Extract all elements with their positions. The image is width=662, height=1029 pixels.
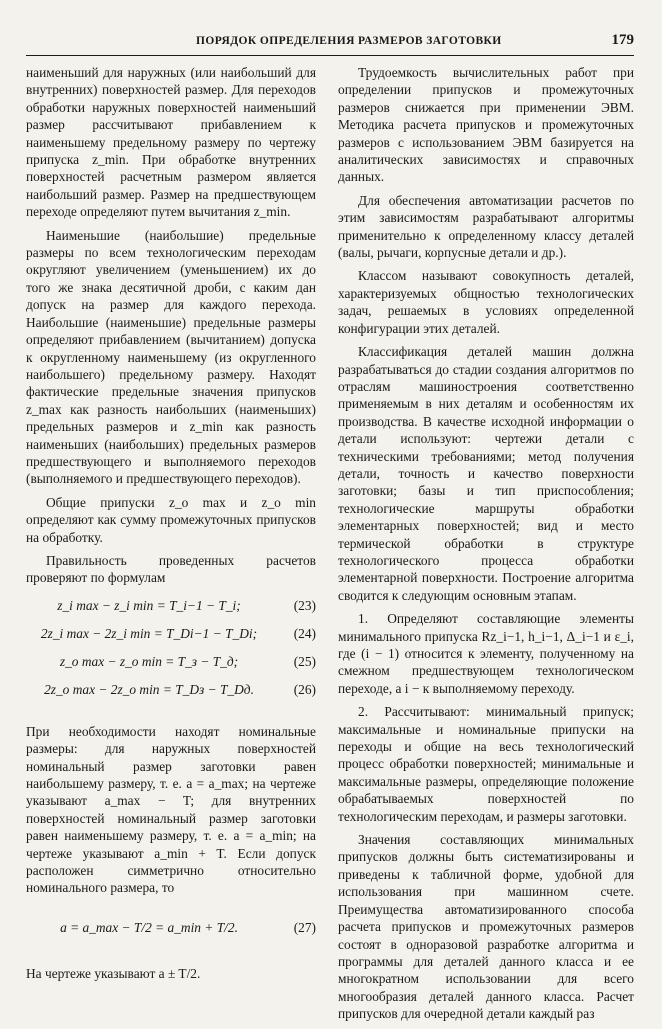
equation-expression: a = a_max − T/2 = a_min + T/2. bbox=[60, 919, 238, 935]
equation-expression: z_o max − z_o min = T_з − T_д; bbox=[59, 653, 239, 669]
paragraph: Наименьшие (наибольшие) предельные размеры по всем технологическим переходам округляют увеличением (уменьшением) их до того же знака десятичной дроби, с каким дан допуск на размер для каждого перехода. Наибольшие (наименьшие) предельные размеры определяют прибавлением (вычитанием) допуска к округленному наименьшему (из округленного наибольшего) предельному размеру. Находят фактические предельные значения припусков z_max как разность наибольших (наименьших) предельных размеров и z_min как разность наименьших (наибольших) предельных размеров предшествующего и выполняемого переходов (выполняемого и предшествующего переходов). bbox=[26, 227, 316, 487]
paragraph: На чертеже указывают a ± T/2. bbox=[26, 965, 201, 981]
paragraph: Общие припуски z_o max и z_o min определяют как сумму промежуточных припусков на обработку. bbox=[26, 494, 316, 545]
paragraph: Классификация деталей машин должна разрабатываться до стадии создания алгоритмов по отраслям машиностроения соответственно применяемым в них деталям и особенностям их производства. В качестве исходной информации о детали используют: чертежи детали с техническими требованиями; метод получения детали, точность и качество поверхности заготовки; базы и тип приспособления; технологические маршруты обработки элементарных поверхностей; вид и место термической обработки в структуре технологического процесса обработки элементарной поверхности. Построение алгоритма сводится к следующим основным этапам. bbox=[338, 344, 634, 603]
running-head-title: ПОРЯДОК ОПРЕДЕЛЕНИЯ РАЗМЕРОВ ЗАГОТОВКИ bbox=[196, 35, 502, 47]
paragraph: При необходимости находят номинальные размеры: для наружных поверхностей номинальный размер заготовки равен наибольшему размеру, т. е. a = a_max; на чертеже указывают a_max − T; для внутренних поверхностей номинальный размер заготовки равен наименьшему размеру, т. е. a = a_min; на чертеже указывают a_min + T. Если допуск расположен симметрично относительно номинального размера, то bbox=[26, 723, 316, 896]
header-rule bbox=[26, 55, 634, 56]
paragraph: Для обеспечения автоматизации расчетов по этим зависимостям разрабатывают алгоритмы применительно к определенному классу деталей (валы, рычаги, корпусные детали и др.). bbox=[338, 192, 634, 261]
right-column bbox=[338, 64, 634, 1029]
equation-23 bbox=[26, 597, 316, 621]
equation-number: (24) bbox=[293, 625, 316, 641]
paragraph: наименьший для наружных (или наибольший для внутренних) поверхностей размер. Для переходов обработки наружных поверхностей наименьший размер рассчитывают прибавлением к наименьшему предельному размеру по чертежу припуска z_min. При обработке внутренних поверхностей расчетным размером является наибольший размер. Размер на предшествующем переходе определяют путем вычитания z_min. bbox=[26, 65, 316, 220]
equation-number: (23) bbox=[293, 597, 316, 613]
equation-number: (25) bbox=[293, 653, 316, 669]
equation-expression: 2z_o max − 2z_o min = T_Dз − T_Dд. bbox=[44, 681, 254, 697]
paragraph: Трудоемкость вычислительных работ при определении припусков и промежуточных размеров снижается при применении ЭВМ. Методика расчета припусков и промежуточных размеров с использованием ЭВМ базируется на аналитических зависимостях и справочных данных. bbox=[338, 65, 634, 185]
running-header bbox=[26, 30, 634, 56]
equation-group bbox=[26, 597, 316, 705]
left-column bbox=[26, 64, 316, 988]
paragraph: 2. Рассчитывают: минимальный припуск; максимальные и номинальные припуски на переходы и общие на весь технологический процесс обработки поверхностей; минимальные и максимальные размеры, определяющие положение обрабатываемых поверхностей по технологическим переходам, и размеры заготовки. bbox=[338, 704, 634, 824]
equation-24 bbox=[26, 625, 316, 649]
equation-number: (26) bbox=[293, 681, 316, 697]
equation-number: (27) bbox=[293, 919, 316, 935]
page-number: 179 bbox=[611, 32, 634, 48]
paragraph: 1. Определяют составляющие элементы минимального припуска Rz_i−1, h_i−1, Δ_i−1 и ε_i, где (i − 1) относится к элементу, полученному на смежном предшествующем технологическом переходе, а i − к выполняемому переходу. bbox=[338, 611, 634, 696]
equation-27 bbox=[26, 909, 316, 953]
equation-expression: z_i max − z_i min = T_i−1 − T_i; bbox=[57, 597, 241, 613]
paragraph: Значения составляющих минимальных припусков должны быть систематизированы и приведены к табличной форме, удобной для использования при машинном счете. Преимущества автоматизированного способа расчета припусков и промежуточных размеров состоят в одноразовой разработке алгоритма и программы для деталей данного класса и ее многократном использовании для всего многообразия деталей данного класса. Расчет припусков для очередной детали каждый раз bbox=[338, 832, 634, 1022]
paragraph: Классом называют совокупность деталей, характеризуемых общностью технологических задач, решаемых в условиях определенной конфигурации этих деталей. bbox=[338, 268, 634, 336]
equation-26 bbox=[26, 681, 316, 705]
equation-25 bbox=[26, 653, 316, 677]
equation-expression: 2z_i max − 2z_i min = T_Di−1 − T_Di; bbox=[40, 625, 258, 641]
paragraph: Правильность проведенных расчетов проверяют по формулам bbox=[26, 552, 316, 586]
